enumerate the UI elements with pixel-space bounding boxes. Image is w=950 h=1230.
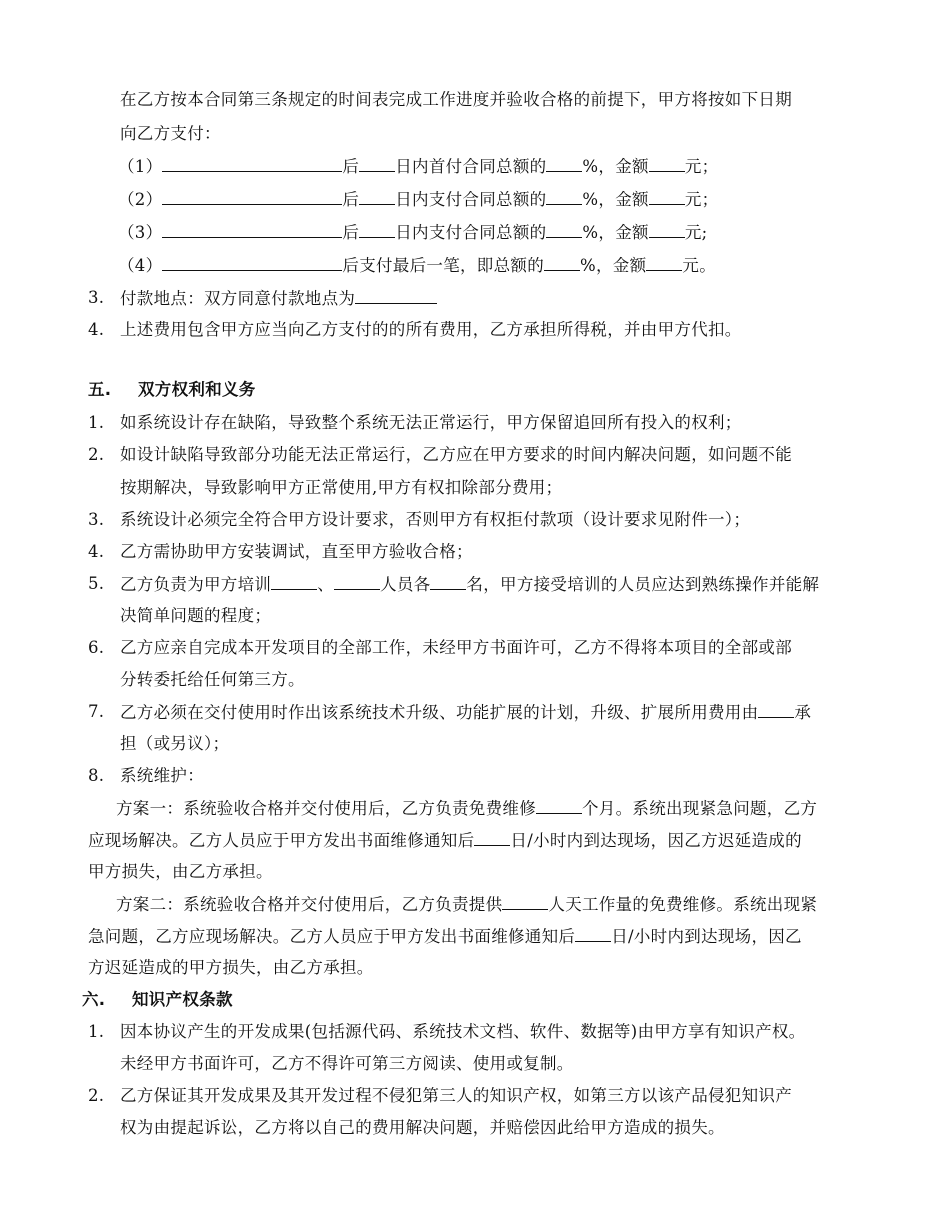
blank-field [649, 220, 685, 238]
blank-field [162, 220, 342, 238]
payment-location-item: 3. 付款地点：双方同意付款地点为 [0, 286, 950, 310]
maintenance-plan-1: 方案一：系统验收合格并交付使用后，乙方负责免费维修 个月。系统出现紧急问题，乙方 [0, 796, 950, 820]
section-5-item-6-cont: 分转委托给任何第三方。 [120, 670, 305, 689]
blank-field [546, 220, 582, 238]
maintenance-plan-1-line-3: 甲方损失，由乙方承担。 [88, 862, 273, 881]
intro-line-1: 在乙方按本合同第三条规定的时间表完成工作进度并验收合格的前提下，甲方将按如下日期 [120, 90, 792, 109]
blank-field [649, 154, 685, 172]
blank-field [162, 253, 342, 271]
blank-field [646, 253, 682, 271]
section-5-item-6: 6. 乙方应亲自完成本开发项目的全部工作，未经甲方书面许可，乙方不得将本项目的全部或部 [88, 638, 792, 657]
blank-field [162, 187, 342, 205]
intro-line-2: 向乙方支付： [120, 124, 221, 143]
section-5-item-7: 7. 乙方必须在交付使用时作出该系统技术升级、功能扩展的计划，升级、扩展所用费用由 承 [88, 702, 812, 722]
fees-item: 4. 上述费用包含甲方应当向乙方支付的的所有费用，乙方承担所得税，并由甲方代扣。 [88, 320, 742, 339]
maintenance-plan-2-line-2: 急问题，乙方应现场解决。乙方人员应于甲方发出书面维修通知后 日/小时内到达现场，因乙 [0, 924, 950, 948]
blank-field [271, 572, 317, 590]
section-6-item-1: 1. 因本协议产生的开发成果(包括源代码、系统技术文档、软件、数据等)由甲方享有知识产权。 [88, 1022, 806, 1041]
section-5-item-5-cont: 决简单问题的程度； [120, 606, 272, 625]
section-5-item-7-cont: 担（或另议）； [120, 734, 230, 753]
section-5-item-1: 1. 如系统设计存在缺陷，导致整个系统无法正常运行，甲方保留追回所有投入的权利； [88, 413, 742, 432]
blank-field [359, 220, 395, 238]
blank-field [430, 572, 466, 590]
blank-field [162, 154, 342, 172]
blank-field [474, 828, 510, 846]
blank-field [575, 924, 611, 942]
blank-field [649, 187, 685, 205]
blank-field [359, 187, 395, 205]
section-5-item-4: 4. 乙方需协助甲方安装调试，直至甲方验收合格； [88, 542, 473, 561]
blank-field [536, 796, 582, 814]
blank-field [546, 154, 582, 172]
blank-field [355, 286, 437, 304]
payment-item-3: （3） 后 日内支付合同总额的 %，金额 元; [0, 220, 950, 244]
section-6-item-2-cont: 权为由提起诉讼，乙方将以自己的费用解决问题，并赔偿因此给甲方造成的损失。 [120, 1118, 725, 1137]
section-6-heading: 六. 知识产权条款 [82, 990, 233, 1009]
blank-field [502, 892, 548, 910]
section-5-item-2: 2. 如设计缺陷导致部分功能无法正常运行，乙方应在甲方要求的时间内解决问题，如问题不能 [88, 445, 792, 464]
maintenance-plan-2-line-3: 方迟延造成的甲方损失，由乙方承担。 [88, 958, 374, 977]
section-6-item-1-cont: 未经甲方书面许可，乙方不得许可第三方阅读、使用或复制。 [120, 1054, 574, 1073]
payment-item-4: （4） 后支付最后一笔，即总额的 %，金额 元。 [0, 253, 950, 277]
section-5-item-5: 5. 乙方负责为甲方培训 、 人员各 名，甲方接受培训的人员应达到熟练操作并能解 [88, 574, 820, 594]
blank-field [546, 187, 582, 205]
maintenance-plan-2: 方案二：系统验收合格并交付使用后，乙方负责提供 人天工作量的免费维修。系统出现紧 [0, 892, 950, 916]
section-5-item-2-cont: 按期解决，导致影响甲方正常使用,甲方有权扣除部分费用； [120, 478, 563, 497]
section-5-heading: 五. 双方权利和义务 [88, 380, 256, 399]
payment-item-2: （2） 后 日内支付合同总额的 %，金额 元； [0, 187, 950, 211]
section-6-item-2: 2. 乙方保证其开发成果及其开发过程不侵犯第三人的知识产权，如第三方以该产品侵犯知识产 [88, 1086, 792, 1105]
blank-field [334, 572, 380, 590]
blank-field [544, 253, 580, 271]
section-5-item-3: 3. 系统设计必须完全符合甲方设计要求，否则甲方有权拒付款项（设计要求见附件一）； [88, 510, 751, 529]
blank-field [359, 154, 395, 172]
section-5-item-8: 8. 系统维护： [88, 766, 204, 785]
maintenance-plan-1-line-2: 应现场解决。乙方人员应于甲方发出书面维修通知后 日/小时内到达现场，因乙方迟延造成的 [0, 828, 950, 852]
blank-field [758, 700, 794, 718]
payment-item-1: （1） 后 日内首付合同总额的 %，金额 元； [0, 154, 950, 178]
